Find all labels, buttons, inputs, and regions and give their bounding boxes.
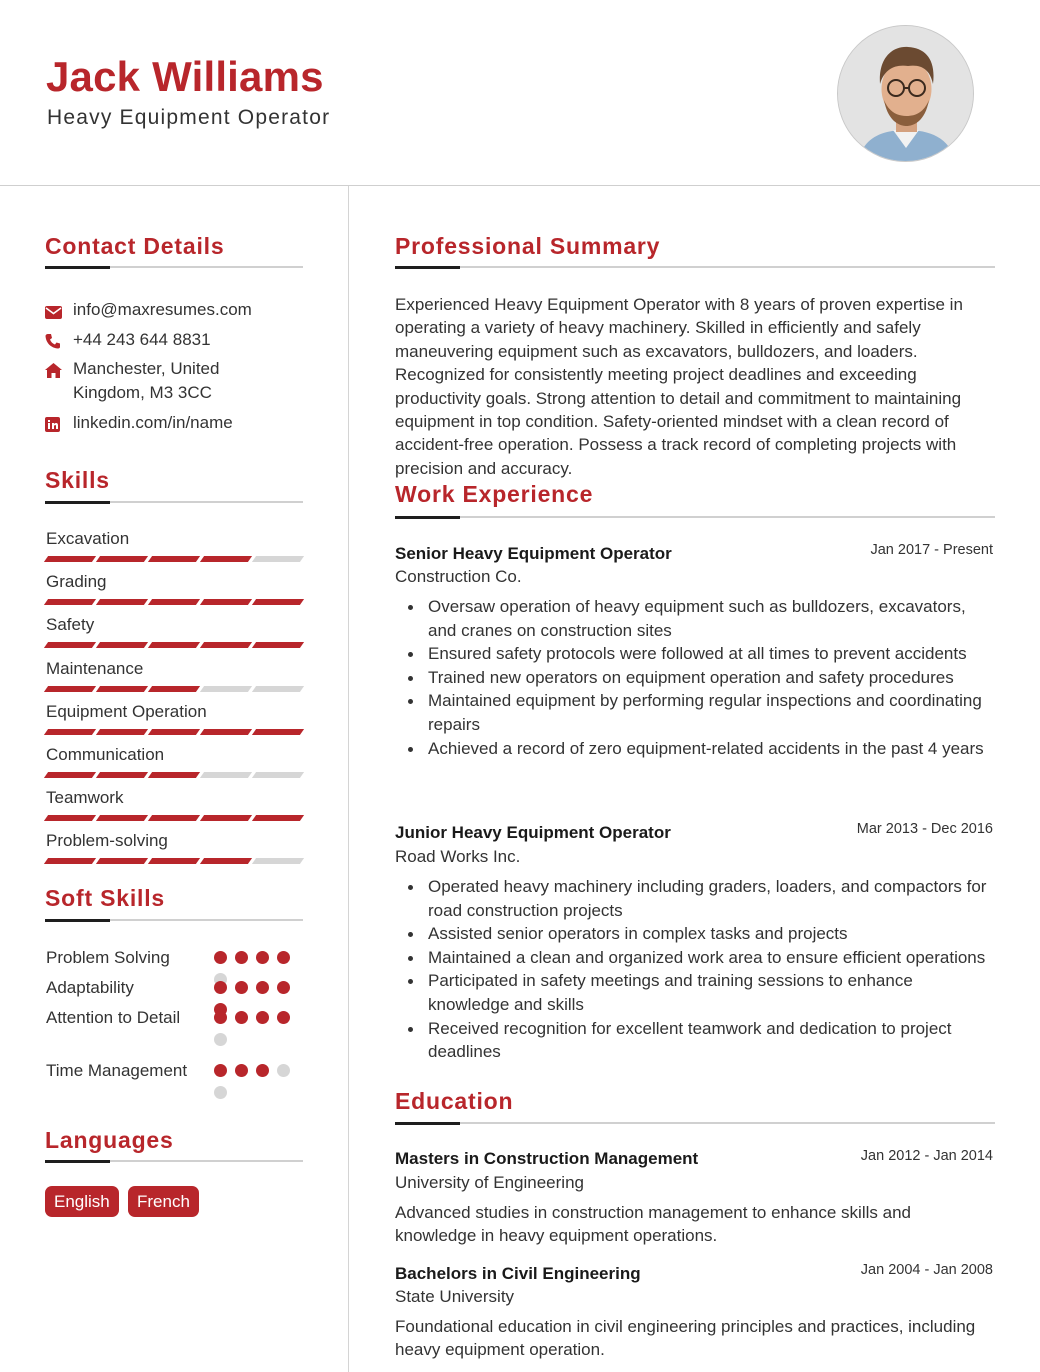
rating-dot [214,981,227,994]
skill-level-segment [44,772,96,778]
soft-skill-name: Problem Solving [46,948,170,967]
skill-level-bar [46,642,302,649]
languages-heading: Languages [45,1127,174,1153]
soft-skills-heading: Soft Skills [45,885,165,911]
degree-title: Bachelors in Civil Engineering [395,1264,641,1283]
skill-level-segment [96,686,148,692]
bullet-item: Oversaw operation of heavy equipment such as bulldozers, excavators, and cranes on construction sites [428,595,998,642]
candidate-name: Jack Williams [46,53,324,100]
skill-level-segment [148,556,200,562]
rating-dot [235,1011,248,1024]
skill-level-segment [200,599,252,605]
rating-dot [235,1064,248,1077]
education-heading: Education [395,1088,514,1114]
contact-email[interactable] [45,298,305,326]
school-name: University of Engineering [395,1173,584,1192]
rating-dot [277,981,290,994]
job-company: Road Works Inc. [395,847,521,866]
skill-level-segment [252,772,304,778]
degree-description: Foundational education in civil engineering principles and practices, including heavy equipment operation. [395,1317,976,1360]
skill-level-segment [148,729,200,735]
summary-rule [395,266,995,268]
bullet-item: Assisted senior operators in complex tasks and projects [428,922,998,946]
skill-level-segment [252,642,304,648]
skill-level-segment [96,815,148,821]
soft-skill-name: Adaptability [46,978,134,997]
skill-level-segment [252,686,304,692]
skill-name: Safety [46,615,95,635]
skill-level-segment [252,815,304,821]
job-bullets [428,595,998,760]
skill-level-segment [96,556,148,562]
home-icon [45,357,73,405]
languages-rule [45,1160,303,1162]
bullet-item: Achieved a record of zero equipment-related accidents in the past 4 years [428,737,998,761]
contact-linkedin-text: linkedin.com/in/name [73,413,233,432]
soft-skill-rating [214,1064,290,1099]
contact-address [45,357,305,405]
contact-address-line2: Kingdom, M3 3CC [73,383,212,402]
rating-dot [256,1011,269,1024]
contact-address-line1: Manchester, United [73,359,220,378]
candidate-title: Heavy Equipment Operator [47,106,331,129]
skill-name: Excavation [46,529,130,548]
education-rule [395,1122,995,1124]
rating-dot [277,1011,290,1024]
skill-level-segment [148,858,200,864]
bullet-item: Maintained a clean and organized work area to ensure efficient operations [428,946,998,970]
skills-rule [45,501,303,503]
skill-level-segment [44,599,96,605]
job-dates: Mar 2013 - Dec 2016 [856,821,993,837]
contact-rule [45,266,303,268]
skill-level-bar [46,815,302,822]
skill-name: Communication [46,745,165,764]
language-badge: French [128,1186,199,1217]
job-title: Junior Heavy Equipment Operator [395,823,671,842]
rating-dot [256,951,269,964]
skill-level-segment [44,686,96,692]
soft-skills-rule [45,919,303,921]
soft-skill-name: Attention to Detail [46,1008,181,1027]
degree-description: Advanced studies in construction management to enhance skills and knowledge in heavy equipment operations. [395,1203,911,1246]
skill-level-segment [44,815,96,821]
skill-name: Grading [46,572,107,592]
skill-level-segment [148,686,200,692]
summary-heading: Professional Summary [395,233,661,259]
skill-level-segment [148,815,200,821]
resume-header [0,0,1040,186]
bullet-item: Trained new operators on equipment operation and safety procedures [428,666,998,690]
rating-dot [214,1011,227,1024]
skill-level-bar [46,772,302,779]
soft-skill-rating [214,1011,290,1046]
skill-level-segment [96,858,148,864]
skill-level-segment [252,858,304,864]
skill-level-segment [148,599,200,605]
rating-dot [214,1033,227,1046]
skill-level-segment [96,772,148,778]
rating-dot [214,1086,227,1099]
skill-level-segment [44,556,96,562]
rating-dot [235,981,248,994]
school-name: State University [395,1287,515,1306]
rating-dot [277,1064,290,1077]
degree-dates: Jan 2012 - Jan 2014 [860,1148,993,1164]
job-bullets [428,875,998,1064]
phone-icon [45,328,73,356]
bullet-item: Maintained equipment by performing regular inspections and coordinating repairs [428,689,998,736]
experience-heading: Work Experience [395,481,594,507]
rating-dot [235,951,248,964]
bullet-item: Ensured safety protocols were followed at all times to prevent accidents [428,642,998,666]
skill-level-bar [46,556,302,563]
skill-level-bar [46,858,302,865]
bullet-item: Participated in safety meetings and training sessions to enhance knowledge and skills [428,969,998,1016]
degree-title: Masters in Construction Management [395,1149,699,1168]
person-portrait-icon [838,26,974,162]
job-company: Construction Co. [395,567,522,586]
rating-dot [256,981,269,994]
skill-level-segment [200,858,252,864]
skill-level-segment [148,772,200,778]
rating-dot [256,1064,269,1077]
skill-level-segment [200,686,252,692]
contact-linkedin[interactable] [45,411,305,439]
skill-level-segment [96,599,148,605]
skill-level-segment [96,642,148,648]
job-dates: Jan 2017 - Present [870,542,993,558]
contact-phone-text: +44 243 644 8831 [73,330,211,349]
skill-level-segment [44,729,96,735]
soft-skill-name: Time Management [46,1061,188,1080]
summary-text: Experienced Heavy Equipment Operator with 8 years of proven expertise in operating a variety of heavy machinery. Skilled in efficiently and safely maneuvering equipment such as excavators, bulldozers, and loaders. Recognized for consistently meeting project deadlines and exceeding productivity goals. Strong attention to detail and commitment to maintaining equipment in top condition. Safety-oriented mindset with a clean record of accident-free operation. Possess a track record of completing projects with precision and accuracy. [395,295,963,478]
skill-level-segment [200,729,252,735]
rating-dot [214,951,227,964]
skill-level-segment [96,729,148,735]
rating-dot [277,951,290,964]
skill-name: Problem-solving [46,831,168,851]
linkedin-icon [45,411,73,439]
skill-level-segment [252,556,304,562]
skills-heading: Skills [45,467,110,493]
bullet-item: Operated heavy machinery including graders, loaders, and compactors for road construction projects [428,875,998,922]
envelope-icon [45,298,73,326]
degree-dates: Jan 2004 - Jan 2008 [860,1262,993,1278]
skill-name: Teamwork [46,788,124,808]
skill-level-bar [46,686,302,693]
skill-level-bar [46,729,302,736]
skill-level-segment [252,599,304,605]
contact-phone[interactable] [45,328,305,356]
experience-rule [395,516,995,518]
skill-level-segment [200,642,252,648]
rating-dot [214,1064,227,1077]
skill-level-bar [46,599,302,606]
job-title: Senior Heavy Equipment Operator [395,544,672,563]
contact-heading: Contact Details [45,233,225,259]
column-divider [348,186,349,1372]
skill-level-segment [44,858,96,864]
language-badge: English [45,1186,119,1217]
profile-photo [837,25,974,162]
skill-level-segment [44,642,96,648]
bullet-item: Received recognition for excellent teamwork and dedication to project deadlines [428,1017,998,1064]
skill-level-segment [200,772,252,778]
skill-name: Maintenance [46,658,144,678]
contact-email-text: info@maxresumes.com [73,300,252,319]
skill-level-segment [200,815,252,821]
skill-name: Equipment Operation [46,701,207,721]
skill-level-segment [200,556,252,562]
skill-level-segment [252,729,304,735]
skill-level-segment [148,642,200,648]
